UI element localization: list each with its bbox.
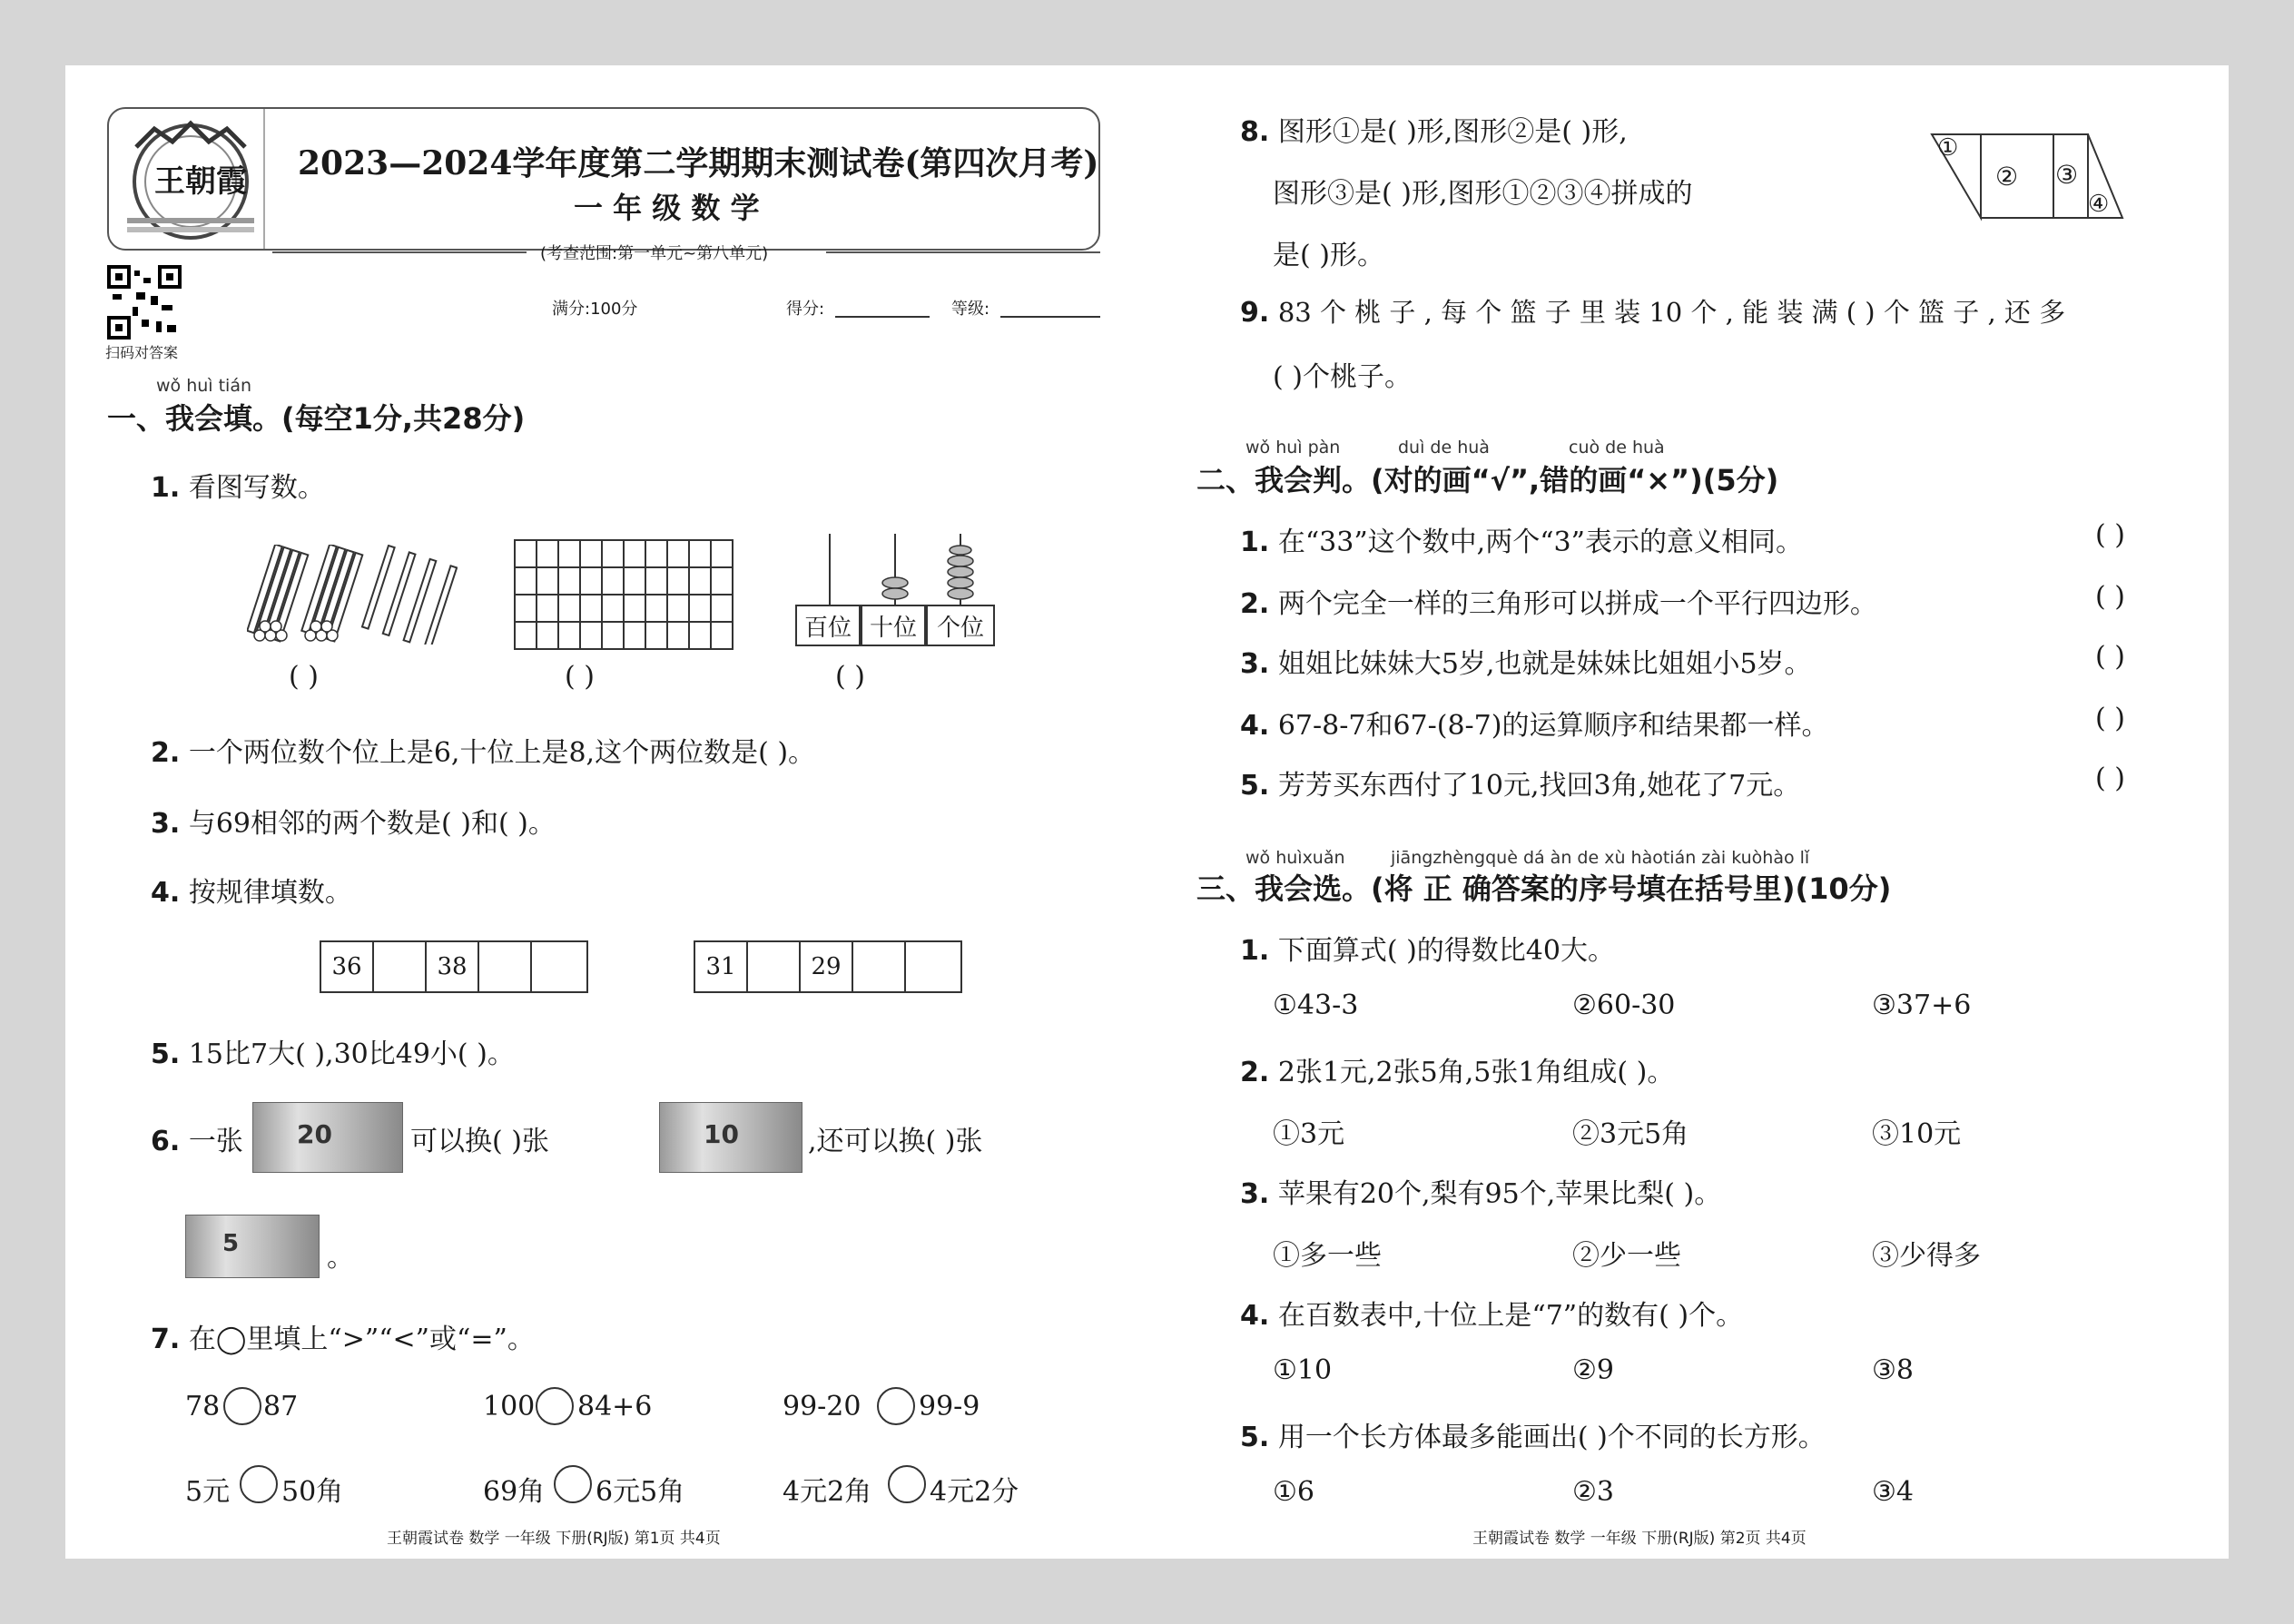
q1-text: 看图写数。 [188, 472, 325, 504]
q7-item-left: 78 [185, 1391, 221, 1422]
q3-text: 与69相邻的两个数是( )和( )。 [188, 808, 556, 840]
full-score: 满分:100分 [552, 300, 638, 319]
choice-item: 3. 苹果有20个,梨有95个,苹果比梨( )。 [1240, 1178, 1722, 1210]
q4-row2-cell: 29 [799, 940, 853, 993]
q7-item-left: 100 [483, 1391, 536, 1422]
exam-scope: (考查范围:第一单元~第八单元) [540, 244, 769, 263]
choice-option[interactable]: ②60-30 [1572, 989, 1676, 1021]
q7-text: 在◯里填上“>”“<”或“=”。 [188, 1324, 535, 1355]
sec3-pinyin: wǒ huìxuǎn [1245, 848, 1345, 868]
qr-caption: 扫码对答案 [105, 344, 179, 361]
qr-code[interactable] [107, 265, 182, 340]
shape-label-2: ② [1995, 162, 2019, 192]
judge-paren[interactable]: ( ) [2095, 763, 2125, 794]
q1-blank1[interactable]: ( ) [289, 661, 319, 693]
bundled-sticks [247, 545, 458, 645]
q1-num: 1. [151, 472, 181, 504]
q7 [151, 1316, 535, 1356]
q7-item-right: 99-9 [919, 1391, 980, 1422]
choice-option[interactable]: ①6 [1273, 1476, 1314, 1508]
q7-item-left: 99-20 [783, 1391, 861, 1422]
choice-item: 2. 2张1元,2张5角,5张1角组成( )。 [1240, 1057, 1675, 1088]
choice-option[interactable]: ②3元5角 [1572, 1118, 1689, 1150]
q4-num: 4. [151, 877, 181, 909]
choice-option[interactable]: ②少一些 [1572, 1240, 1681, 1272]
square-grid [514, 539, 735, 652]
choice-item: 4. 在百数表中,十位上是“7”的数有( )个。 [1240, 1300, 1744, 1332]
q7-item-right: 4元2分 [930, 1476, 1019, 1508]
choice-option[interactable]: ③8 [1872, 1354, 1914, 1386]
q7-compare-circle[interactable] [877, 1387, 915, 1425]
q7-item-right: 6元5角 [596, 1476, 685, 1508]
judge-item: 1. 在“33”这个数中,两个“3”表示的意义相同。 [1240, 527, 1803, 558]
shape-label-3: ③ [2055, 160, 2079, 190]
exam-subtitle: 一 年 级 数 学 [574, 191, 760, 225]
q7-item-left: 5元 [185, 1476, 231, 1508]
q4-row2-cell[interactable] [852, 940, 906, 993]
sec2-title: 二、我会判。(对的画“√”,错的画“×”)(5分) [1196, 463, 1779, 497]
header-divider [263, 109, 265, 249]
judge-paren[interactable]: ( ) [2095, 581, 2125, 613]
q4-row1-cell[interactable] [372, 940, 427, 993]
grade-blank[interactable] [1000, 316, 1100, 318]
judge-paren[interactable]: ( ) [2095, 641, 2125, 673]
choice-option[interactable]: ②3 [1572, 1476, 1614, 1508]
choice-option[interactable]: ①多一些 [1273, 1240, 1382, 1272]
q2-num: 2. [151, 737, 181, 769]
q6-part2: 可以换( )张 [410, 1126, 549, 1157]
q9-line1: 9. 83 个 桃 子 , 每 个 篮 子 里 装 10 个 , 能 装 满 ( ) 个 篮 子 , 还 多 [1240, 297, 2066, 329]
shape-label-1: ① [1937, 134, 1959, 162]
choice-item: 1. 下面算式( )的得数比40大。 [1240, 935, 1615, 967]
grid-icon [514, 539, 735, 652]
q7-compare-circle[interactable] [223, 1387, 261, 1425]
q8-line2: 图形③是( )形,图形①②③④拼成的 [1273, 178, 1693, 210]
sticks-icon [247, 545, 458, 645]
q6-part1: 一张 [188, 1126, 243, 1157]
q8-line1: 8. 图形①是( )形,图形②是( )形, [1240, 116, 1628, 148]
banknote-20: 20 [252, 1102, 403, 1173]
exam-title: 2023—2024学年度第二学期期末测试卷(第四次月考) [298, 144, 1099, 182]
q4-row2-cell: 31 [694, 940, 748, 993]
sec1-title: 一、我会填。(每空1分,共28分) [107, 401, 526, 436]
q6-num: 6. 一张 [151, 1126, 243, 1157]
q2-text: 一个两位数个位上是6,十位上是8,这个两位数是( )。 [188, 737, 816, 769]
judge-item: 3. 姐姐比妹妹大5岁,也就是妹妹比姐姐小5岁。 [1240, 648, 1812, 680]
q1-blank2[interactable]: ( ) [565, 661, 595, 693]
judge-item: 4. 67-8-7和67-(8-7)的运算顺序和结果都一样。 [1240, 710, 1829, 742]
q4-row1-cell: 38 [425, 940, 479, 993]
q1 [151, 465, 325, 505]
sec2-pinyin: duì de huà [1398, 438, 1490, 458]
q4-row1-cell[interactable] [478, 940, 532, 993]
sec2-pinyin: cuò de huà [1569, 438, 1665, 458]
banknote-10: 10 [659, 1102, 802, 1173]
q8-num: 8. [1240, 116, 1270, 148]
q4-row1-cell: 36 [320, 940, 374, 993]
abacus-icon [793, 532, 999, 605]
sec3-title: 三、我会选。(将 正 确答案的序号填在括号里)(10分) [1196, 871, 1892, 906]
q6-part4: 。 [327, 1242, 354, 1274]
q4-text: 按规律填数。 [188, 877, 352, 909]
q4-row1-cell[interactable] [530, 940, 588, 993]
q5 [151, 1031, 515, 1071]
sec3-pinyin: jiāngzhèngquè dá àn de xù hàotián zài kuòhào lǐ [1391, 848, 1810, 868]
q3-num: 3. [151, 808, 181, 840]
q6-part3: ,还可以换( )张 [808, 1126, 983, 1157]
choice-option[interactable]: ①43-3 [1273, 989, 1359, 1021]
footer-left: 王朝霞试卷 数学 一年级 下册(RJ版) 第1页 共4页 [387, 1530, 721, 1548]
scope-line-left [272, 251, 527, 253]
q7-compare-circle[interactable] [888, 1465, 926, 1503]
choice-option[interactable]: ②9 [1572, 1354, 1614, 1386]
qr-code-icon [107, 265, 182, 340]
grade-label: 等级: [951, 300, 990, 319]
q7-item-right: 50角 [281, 1476, 344, 1508]
q7-compare-circle[interactable] [240, 1465, 278, 1503]
abacus-ones: 个位 [926, 605, 995, 646]
sec2-pinyin: wǒ huì pàn [1245, 438, 1341, 458]
q7-item-right: 84+6 [577, 1391, 653, 1422]
judge-item: 2. 两个完全一样的三角形可以拼成一个平行四边形。 [1240, 588, 1877, 620]
q4 [151, 870, 352, 910]
logo-text: 王朝霞 [154, 163, 247, 200]
q1-blank3[interactable]: ( ) [835, 661, 865, 693]
sec1-pinyin: wǒ huì tián [156, 376, 252, 396]
q3 [151, 801, 556, 841]
judge-paren[interactable]: ( ) [2095, 703, 2125, 734]
q9-num: 9. [1240, 297, 1270, 329]
choice-option[interactable]: ①3元 [1273, 1118, 1345, 1150]
footer-right: 王朝霞试卷 数学 一年级 下册(RJ版) 第2页 共4页 [1472, 1530, 1807, 1548]
choice-option[interactable]: ①10 [1273, 1354, 1333, 1386]
banknote-5: 5 [185, 1215, 320, 1278]
choice-option[interactable]: ③37+6 [1872, 989, 1972, 1021]
scope-line-right [826, 251, 1100, 253]
q7-item-left: 4元2角 [783, 1476, 872, 1508]
q4-row2-cell[interactable] [746, 940, 801, 993]
score-label: 得分: [786, 300, 825, 319]
judge-paren[interactable]: ( ) [2095, 519, 2125, 551]
q5-text: 15比7大( ),30比49小( )。 [188, 1038, 515, 1070]
q7-num: 7. [151, 1324, 181, 1355]
q5-num: 5. [151, 1038, 181, 1070]
q2 [151, 730, 815, 770]
q7-compare-circle[interactable] [554, 1465, 592, 1503]
shape-label-4: ④ [2088, 191, 2110, 218]
abacus-tens: 十位 [861, 605, 926, 646]
q8-line3: 是( )形。 [1273, 240, 1384, 271]
q9-line2: ( )个桃子。 [1273, 361, 1412, 393]
q7-item-left: 69角 [483, 1476, 546, 1508]
choice-option[interactable]: ③10元 [1872, 1118, 1962, 1150]
abacus-hundreds: 百位 [795, 605, 861, 646]
judge-item: 5. 芳芳买东西付了10元,找回3角,她花了7元。 [1240, 770, 1801, 802]
choice-option[interactable]: ③少得多 [1872, 1240, 1981, 1272]
q4-row2-cell[interactable] [904, 940, 962, 993]
score-blank[interactable] [835, 316, 930, 318]
q7-item-right: 87 [263, 1391, 299, 1422]
choice-option[interactable]: ③4 [1872, 1476, 1914, 1508]
q7-compare-circle[interactable] [536, 1387, 574, 1425]
choice-item: 5. 用一个长方体最多能画出( )个不同的长方形。 [1240, 1422, 1826, 1453]
